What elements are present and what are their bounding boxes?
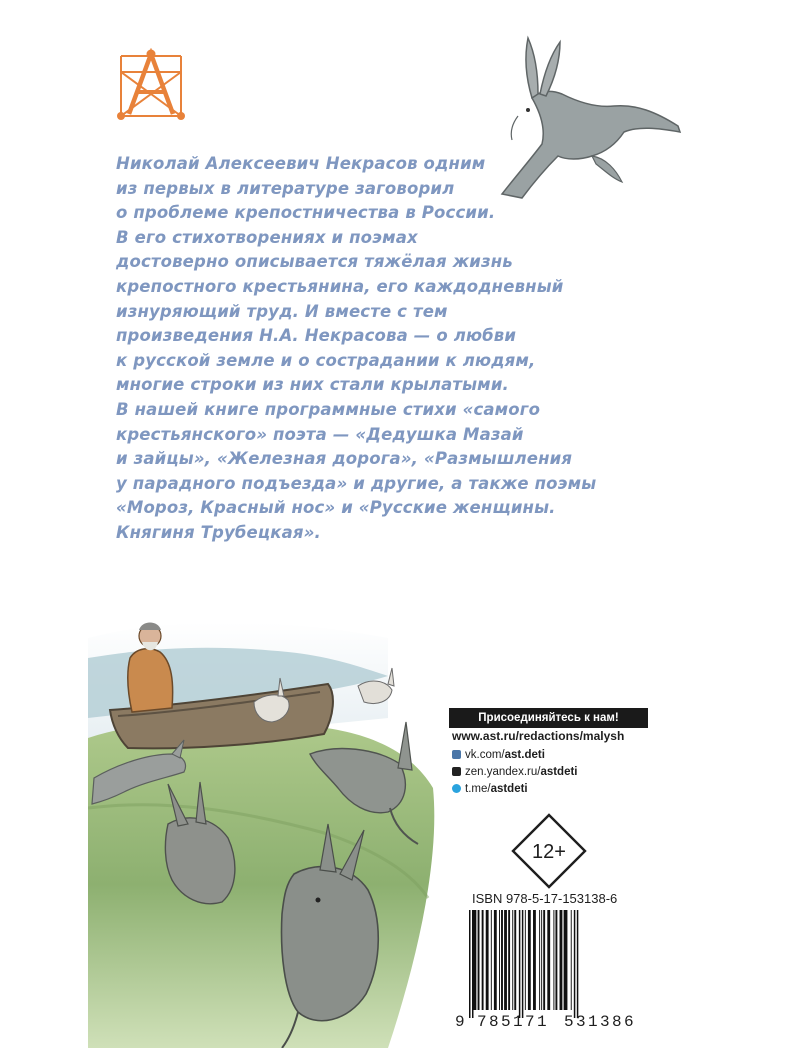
barcode-first-digit: 9 [455,1013,465,1031]
description-line: Княгиня Трубецкая». [116,522,321,542]
book-description [116,152,636,546]
join-us-banner: Присоединяйтесь к нам! [449,708,648,728]
description-line: «Мороз, Красный нос» и «Русские женщины. [116,498,556,518]
description-line: достоверно описывается тяжёлая жизнь [116,252,513,272]
age-rating-badge [510,812,588,890]
description-line: о проблеме крепостничества в России. [116,203,496,223]
ean-barcode [467,910,647,1018]
description-line: и зайцы», «Железная дорога», «Размышления [116,449,573,469]
social-prefix: t.me/ [465,783,491,795]
social-prefix: vk.com/ [465,749,505,761]
social-link-vk [452,749,545,761]
description-line: к русской земле и о сострадании к людям, [116,350,536,370]
social-link-zen [452,766,578,778]
social-prefix: zen.yandex.ru/ [465,766,541,778]
telegram-icon [452,784,461,793]
barcode-right-group: 531386 [564,1013,637,1031]
description-line: Николай Алексеевич Некрасов одним [116,154,486,173]
publisher-logo [115,48,187,124]
description-line: В его стихотворениях и поэмах [116,227,418,247]
publisher-website: www.ast.ru/redactions/malysh [452,729,625,743]
description-line: из первых в литературе заговорил [116,178,455,198]
description-line: В нашей книге программные стихи «самого [116,399,541,419]
social-handle: astdeti [490,783,528,795]
vk-icon [452,750,461,759]
zen-icon [452,767,461,776]
social-handle: astdeti [540,766,578,778]
isbn-number: ISBN 978-5-17-153138-6 [472,891,618,906]
barcode-left-group: 785171 [477,1013,550,1031]
social-handle: ast.deti [504,749,545,761]
description-line: многие строки из них стали крылатыми. [116,375,509,395]
age-rating-label: 12+ [532,841,566,863]
description-line: крепостного крестьянина, его каждодневный [116,276,564,296]
description-line: произведения Н.А. Некрасова — о любви [116,326,517,346]
mazai-and-hares-illustration [88,598,448,1048]
description-line: у парадного подъезда» и другие, а также поэмы [116,473,597,493]
description-line: крестьянского» поэта — «Дедушка Мазай [116,424,524,444]
social-link-telegram [452,783,528,795]
description-line: изнуряющий труд. И вместе с тем [116,301,448,321]
